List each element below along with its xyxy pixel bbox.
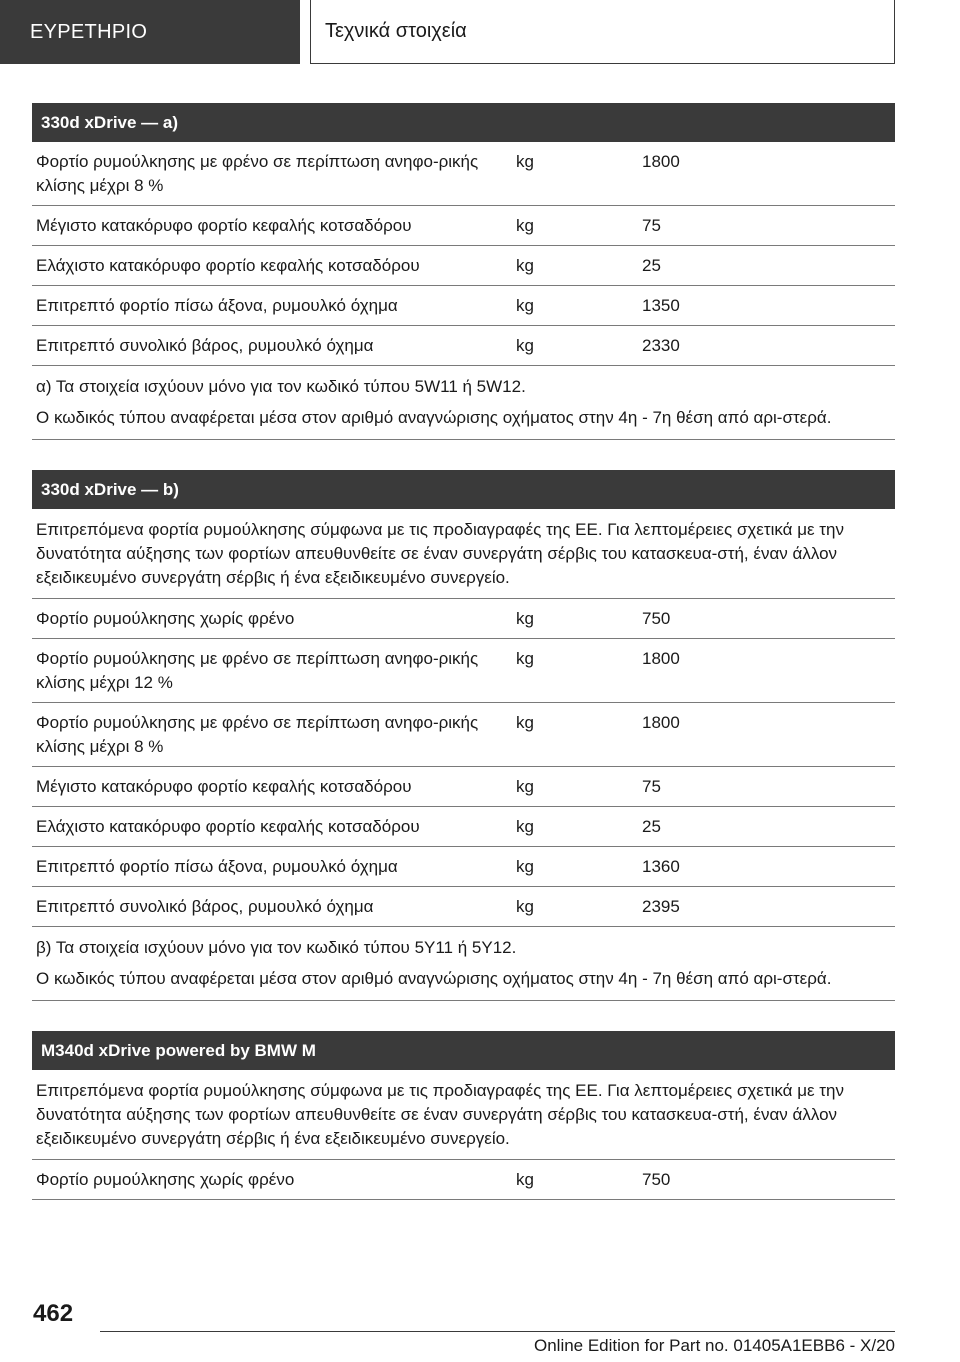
row-unit: kg [516, 1170, 534, 1189]
table-row [32, 703, 895, 767]
block-title: M340d xDrive powered by BMW M [32, 1031, 895, 1070]
row-value: 750 [642, 609, 671, 628]
row-label: Επιτρεπτό συνολικό βάρος, ρυμουλκό όχημα [36, 336, 374, 355]
row-unit: kg [516, 857, 534, 876]
table-row [32, 142, 895, 206]
table-row [32, 286, 895, 326]
row-unit: kg [516, 609, 534, 628]
row-label: Μέγιστο κατακόρυφο φορτίο κεφαλής κοτσαδόρου [36, 216, 412, 235]
row-label: Ελάχιστο κατακόρυφο φορτίο κεφαλής κοτσαδόρου [36, 817, 420, 836]
table-row [32, 599, 895, 639]
section-tab[interactable] [310, 0, 895, 64]
spec-block [32, 1031, 895, 1200]
spec-block [32, 470, 895, 1001]
row-value: 2330 [642, 336, 680, 355]
row-unit: kg [516, 777, 534, 796]
row-unit: kg [516, 897, 534, 916]
table-row [32, 887, 895, 927]
row-value: 2395 [642, 897, 680, 916]
row-value: 1800 [642, 649, 680, 668]
block-intro: Επιτρεπόμενα φορτία ρυμούλκησης σύμφωνα με τις προδιαγραφές της ΕΕ. Για λεπτομέρειες σχετικά με την δυνατότητα αύξησης των φορτίων απευθυνθείτε σε έναν συνεργάτη σέρβις του κατασκευα-στή, έναν άλλον εξειδικευμένο συνεργάτη σέρβις ή ένα εξειδικευμένο συνεργείο. [32, 1070, 895, 1160]
row-value: 75 [642, 216, 661, 235]
row-unit: kg [516, 152, 534, 171]
footer-divider [100, 1331, 895, 1332]
block-intro: Επιτρεπόμενα φορτία ρυμούλκησης σύμφωνα με τις προδιαγραφές της ΕΕ. Για λεπτομέρειες σχετικά με την δυνατότητα αύξησης των φορτίων απευθυνθείτε σε έναν συνεργάτη σέρβις του κατασκευα-στή, έναν άλλον εξειδικευμένο συνεργάτη σέρβις ή ένα εξειδικευμένο συνεργείο. [32, 509, 895, 599]
row-unit: kg [516, 649, 534, 668]
row-label: Φορτίο ρυμούλκησης χωρίς φρένο [36, 609, 295, 628]
table-row [32, 807, 895, 847]
footnote-line: β) Τα στοιχεία ισχύουν μόνο για τον κωδικό τύπου 5Y11 ή 5Y12. [36, 938, 517, 957]
footnote-line: Ο κωδικός τύπου αναφέρεται μέσα στον αριθμό αναγνώρισης οχήματος στην 4η - 7η θέση από αρι-στερά. [36, 969, 832, 988]
table-row [32, 639, 895, 703]
row-label: Επιτρεπτό συνολικό βάρος, ρυμουλκό όχημα [36, 897, 374, 916]
row-value: 750 [642, 1170, 671, 1189]
row-label: Φορτίο ρυμούλκησης με φρένο σε περίπτωση ανηφο-ρικής κλίσης μέχρι 12 % [36, 649, 479, 692]
spec-content [32, 103, 895, 1230]
row-value: 1360 [642, 857, 680, 876]
index-tab[interactable] [0, 0, 300, 64]
table-row [32, 847, 895, 887]
spec-block [32, 103, 895, 440]
row-label: Φορτίο ρυμούλκησης χωρίς φρένο [36, 1170, 295, 1189]
row-label: Ελάχιστο κατακόρυφο φορτίο κεφαλής κοτσαδόρου [36, 256, 420, 275]
row-unit: kg [516, 256, 534, 275]
row-unit: kg [516, 713, 534, 732]
block-title: 330d xDrive — a) [32, 103, 895, 142]
row-unit: kg [516, 817, 534, 836]
block-title: 330d xDrive — b) [32, 470, 895, 509]
row-unit: kg [516, 296, 534, 315]
table-row [32, 206, 895, 246]
row-value: 1350 [642, 296, 680, 315]
row-unit: kg [516, 336, 534, 355]
table-row [32, 326, 895, 366]
row-label: Μέγιστο κατακόρυφο φορτίο κεφαλής κοτσαδόρου [36, 777, 412, 796]
footnote-line: α) Τα στοιχεία ισχύουν μόνο για τον κωδικό τύπου 5W11 ή 5W12. [36, 377, 526, 396]
index-tab-label: ΕΥΡΕΤΗΡΙΟ [30, 20, 148, 43]
row-label: Φορτίο ρυμούλκησης με φρένο σε περίπτωση ανηφο-ρικής κλίσης μέχρι 8 % [36, 152, 479, 195]
block-footnote [32, 927, 895, 1001]
row-value: 1800 [642, 152, 680, 171]
page-number: 462 [33, 1300, 74, 1327]
row-value: 25 [642, 256, 661, 275]
row-value: 75 [642, 777, 661, 796]
row-label: Επιτρεπτό φορτίο πίσω άξονα, ρυμουλκό όχημα [36, 296, 398, 315]
table-row [32, 767, 895, 807]
top-navigation [0, 0, 960, 66]
row-label: Φορτίο ρυμούλκησης με φρένο σε περίπτωση ανηφο-ρικής κλίσης μέχρι 8 % [36, 713, 479, 756]
footnote-line: Ο κωδικός τύπου αναφέρεται μέσα στον αριθμό αναγνώρισης οχήματος στην 4η - 7η θέση από αρι-στερά. [36, 408, 832, 427]
table-row [32, 1160, 895, 1200]
row-value: 25 [642, 817, 661, 836]
row-label: Επιτρεπτό φορτίο πίσω άξονα, ρυμουλκό όχημα [36, 857, 398, 876]
footer-edition-text: Online Edition for Part no. 01405A1EBB6 - X/20 [533, 1336, 895, 1355]
row-unit: kg [516, 216, 534, 235]
section-tab-label: Τεχνικά στοιχεία [325, 20, 467, 42]
row-value: 1800 [642, 713, 680, 732]
table-row [32, 246, 895, 286]
block-footnote [32, 366, 895, 440]
